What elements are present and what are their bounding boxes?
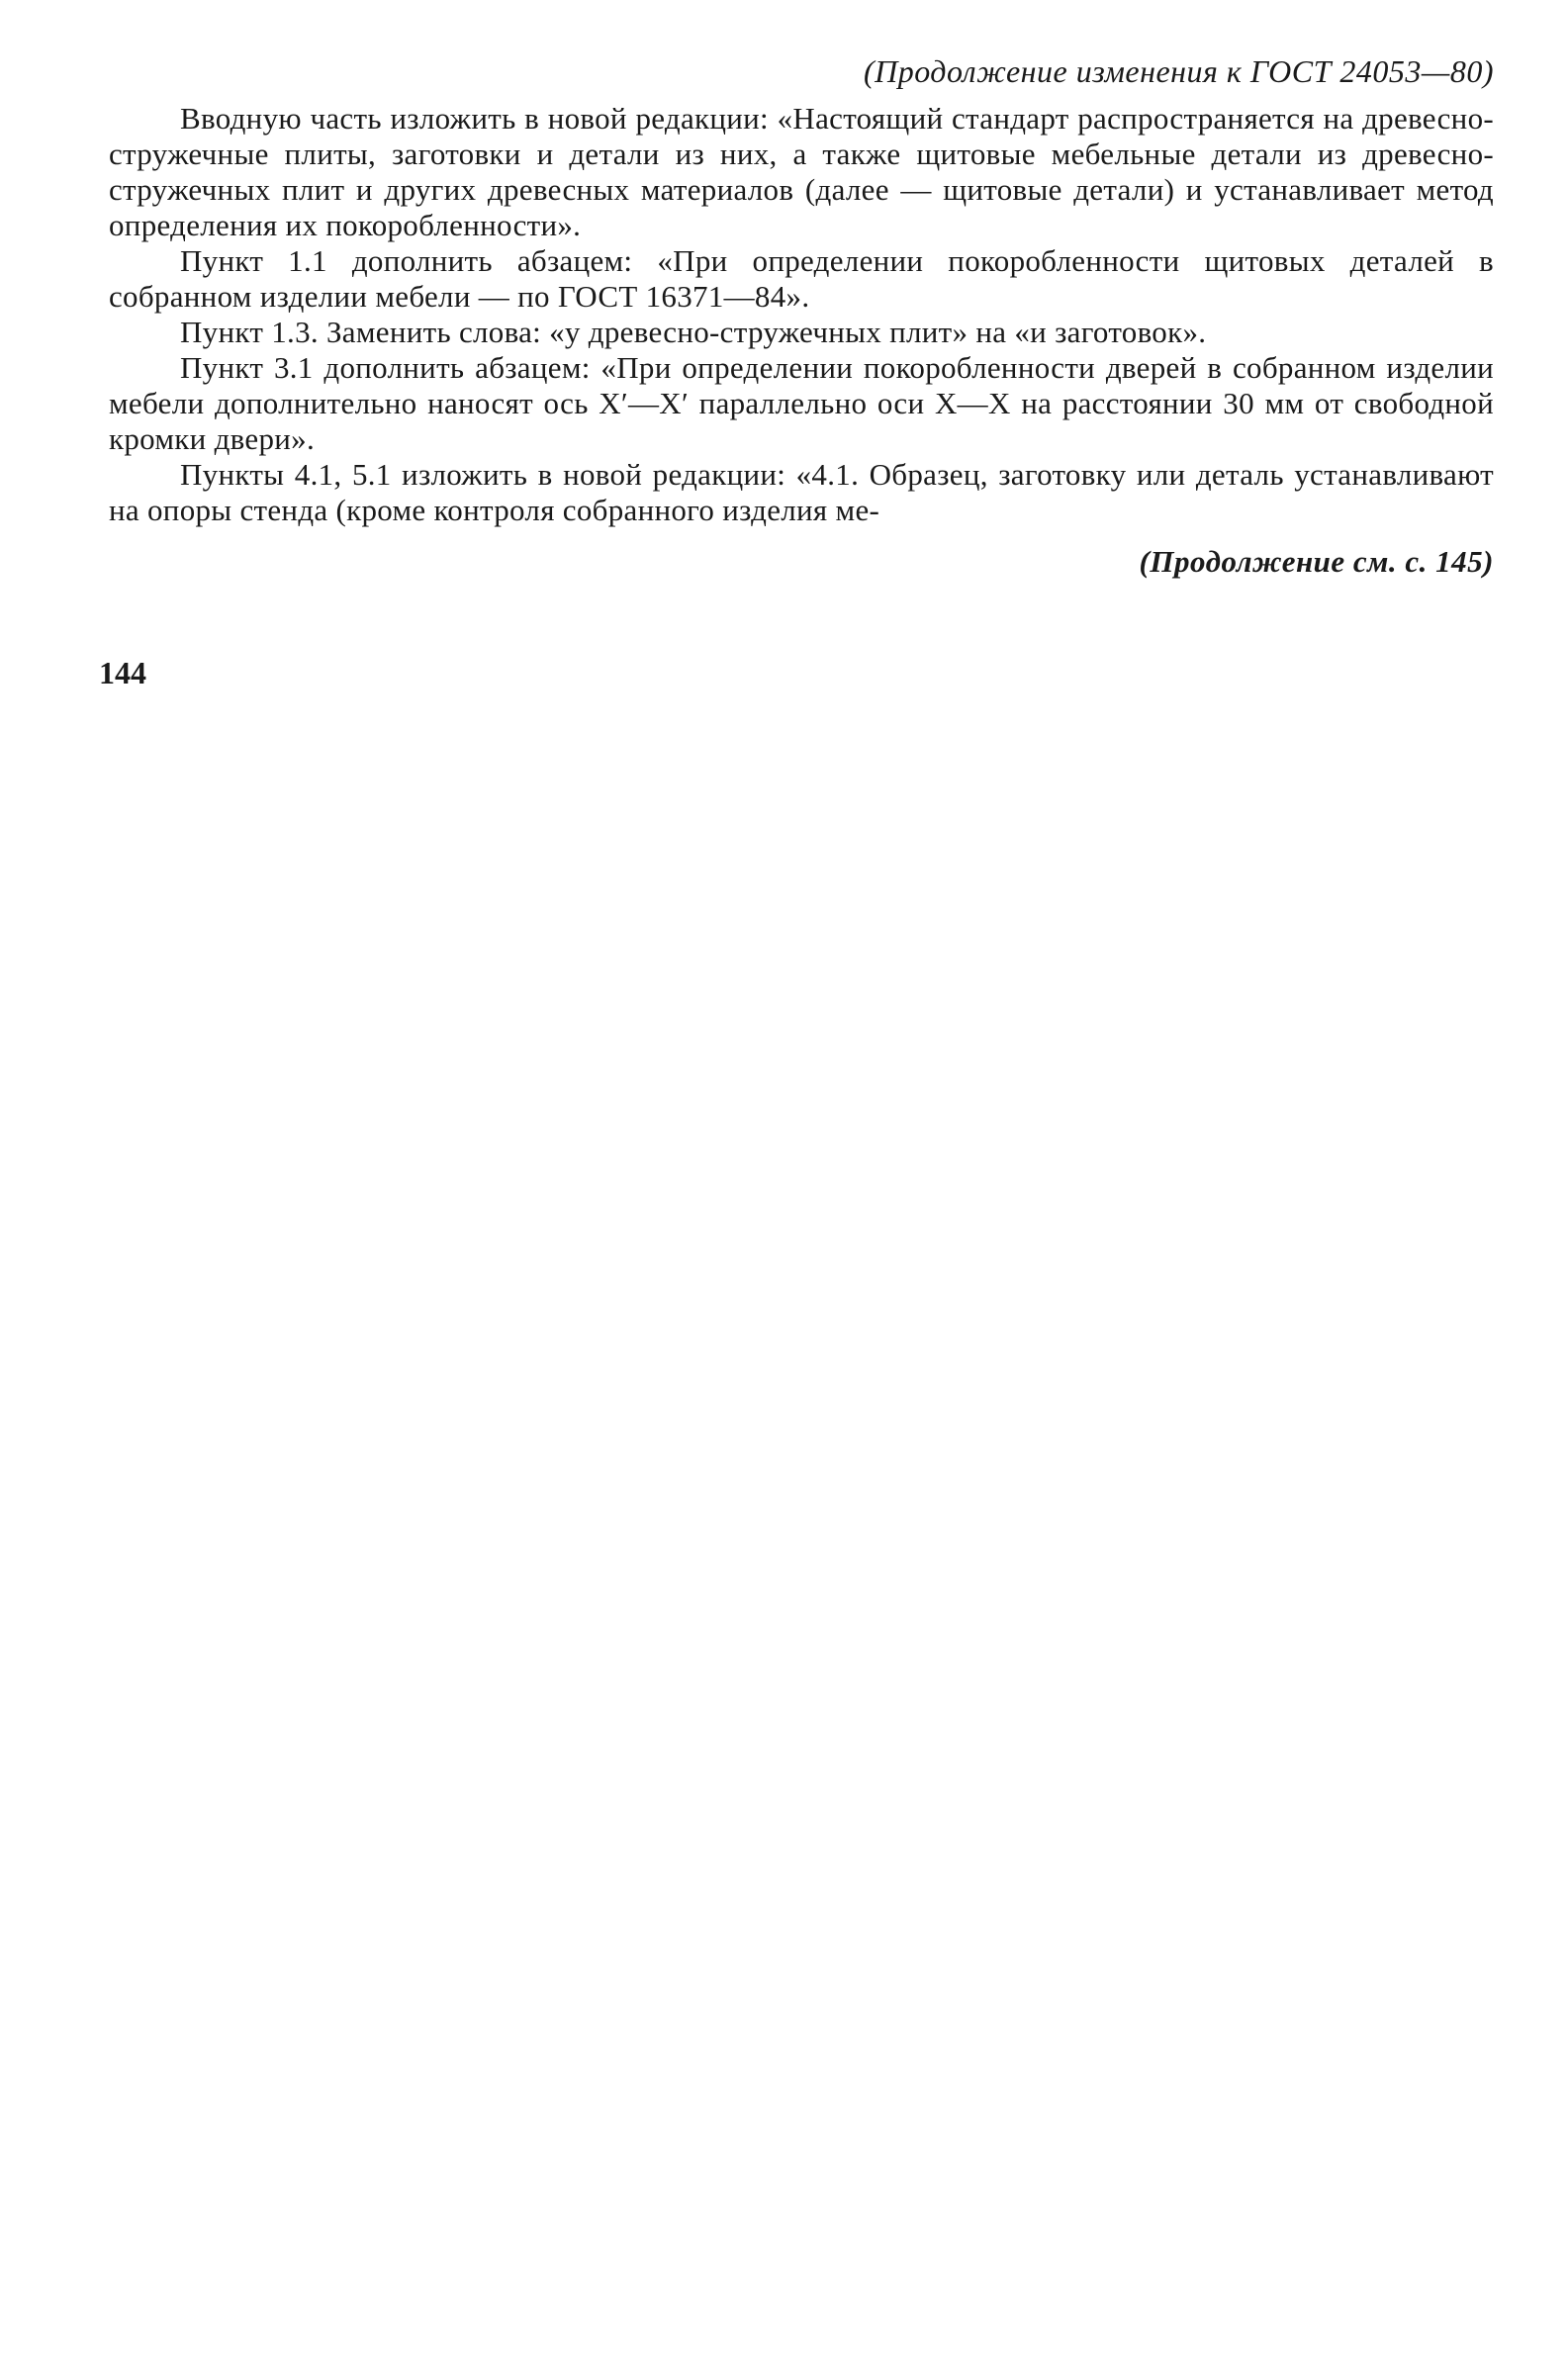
continued-note: (Продолжение см. с. 145) bbox=[1139, 544, 1494, 579]
paragraph-clause-3-1: Пункт 3.1 дополнить абзацем: «При определении покоробленности дверей в собранном изделии мебели дополнительно наносят ось X′—X′ параллельно оси X—X на расстоянии 30 мм от свободной кромки двери». bbox=[109, 350, 1494, 456]
running-header: (Продолжение изменения к ГОСТ 24053—80) bbox=[863, 53, 1494, 89]
paragraph-clause-1-1: Пункт 1.1 дополнить абзацем: «При определении покоробленности щитовых деталей в собранном изделии мебели — по ГОСТ 16371—84». bbox=[109, 243, 1494, 314]
page-number: 144 bbox=[99, 655, 146, 690]
document-page bbox=[109, 49, 1494, 582]
paragraph-clause-1-3: Пункт 1.3. Заменить слова: «у древесно-стружечных плит» на «и заготовок». bbox=[180, 315, 1207, 349]
paragraph-clauses-4-1-5-1: Пункты 4.1, 5.1 изложить в новой редакции: «4.1. Образец, заготовку или деталь устанавливают на опоры стенда (кроме контроля собранного изделия ме- bbox=[109, 457, 1494, 527]
paragraph-intro: Вводную часть изложить в новой редакции: «Настоящий стандарт распространяется на древесно-стружечные плиты, заготовки и детали из них, а также щитовые мебельные детали из древесно-стружечных плит и других древесных материалов (далее — щитовые детали) и устанавливает метод определения их покоробленности». bbox=[109, 101, 1494, 242]
